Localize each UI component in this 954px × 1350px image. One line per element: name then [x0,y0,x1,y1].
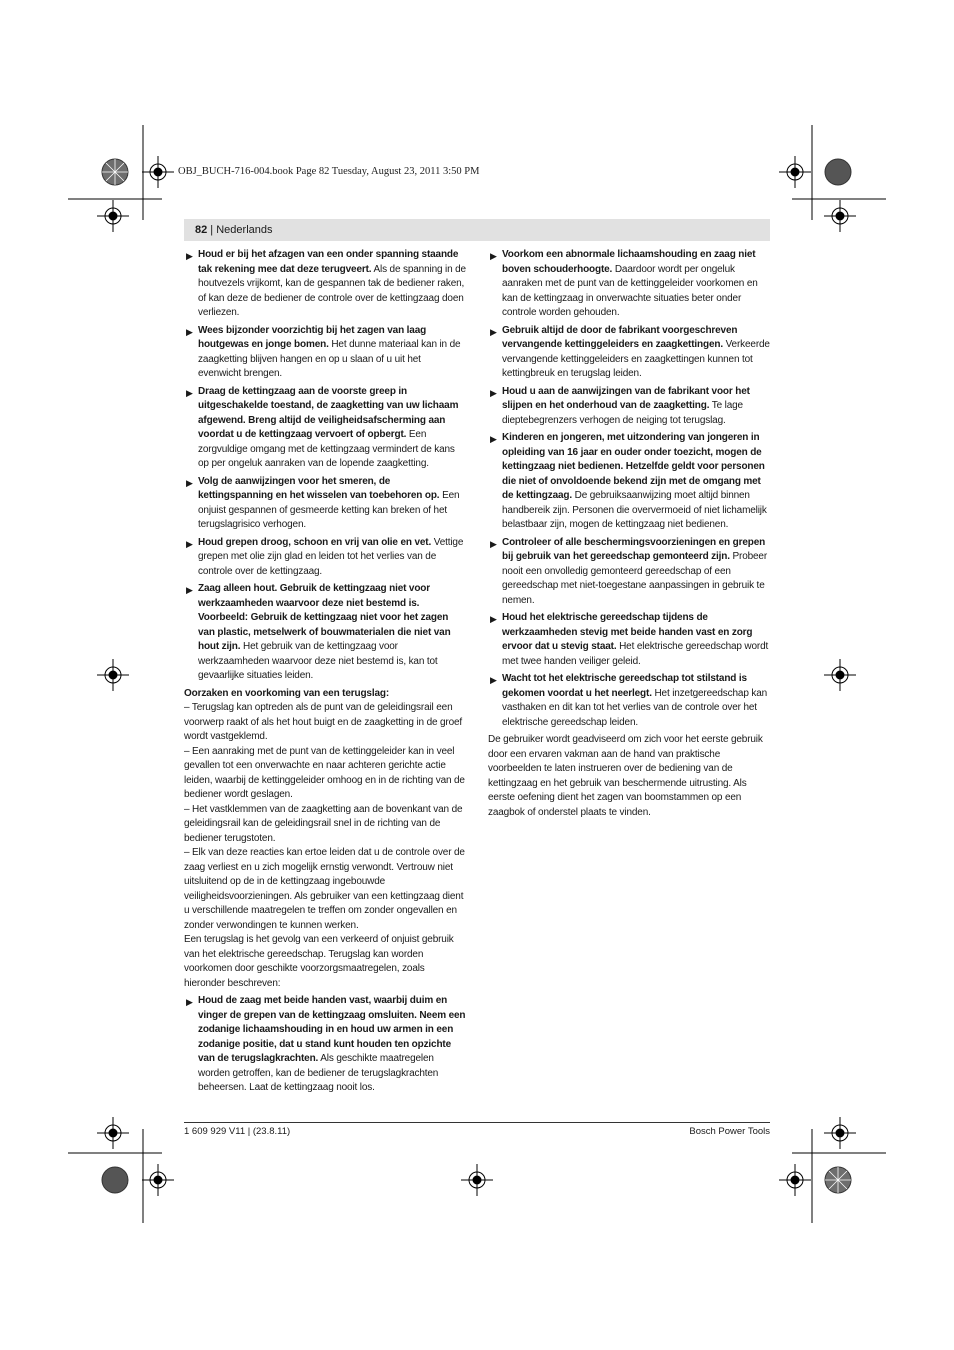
bullet-bold-text: Kinderen en jongeren, met uitzondering van jongeren in opleiding van 16 jaar en ouder onder toezicht, mogen de kettingzaag niet bedienen. Hetzelfde geldt voor personen die niet of onvoldoende bekend zijn met de omgang met de kettingzaag. [502,432,765,501]
bullet-item [488,324,770,382]
right-bullet-list [488,248,770,730]
footer-doc-number: 1 609 929 V11 | (23.8.11) [184,1126,291,1137]
bullet-arrow-icon: ▶ [186,387,193,398]
print-info-line: OBJ_BUCH-716-004.book Page 82 Tuesday, August 23, 2011 3:50 PM [178,166,480,177]
kickback-paragraph: – Het vastklemmen van de zaagketting aan de bovenkant van de geleidingsrail kan de geleidingsrail snel in de richting van de bediener terugstoten. [184,803,463,844]
bullet-item [184,248,466,321]
bullet-item [488,248,770,321]
bullet-arrow-icon: ▶ [186,251,193,261]
bullet-body-text: De gebruiksaanwijzing moet altijd binnen handbereik zijn. Personen die oververmoeid of niet lichamelijk belastbaar zijn, mogen de kettingzaag niet bedienen. [502,490,767,530]
closing-paragraph: De gebruiker wordt geadviseerd om zich voor het eerste gebruik door een ervaren vakman aan de hand van praktische voorbeelden te laten instrueren over de bediening van de kettingzaag en het gebruik van beschermende uitrusting. Als eerste oefening dient het zagen van boomstammen op een zaagbok of onderstel plaats te vinden. [488,734,763,818]
bullet-bold-text: Draag de kettingzaag aan de voorste greep in uitgeschakelde toestand, de zaagketting van uw lichaam afgewend. Breng altijd de veiligheidsafscherming aan voordat u de kettingzaag vervoert of opbergt. [198,385,459,440]
bullet-arrow-icon: ▶ [186,997,193,1007]
right-column [488,248,770,820]
bullet-item [184,536,466,580]
bullet-arrow-icon: ▶ [490,326,497,337]
bullet-bold-text: Wees bijzonder voorzichtig bij het zagen van laag houtgewas en jonge bomen. [198,324,427,350]
bullet-body-text: Het dunne materiaal kan in de zaagketting blijven hangen en op u slaan of u uit het evenwicht brengen. [198,339,461,379]
bullet-bold-text: Controleer of alle beschermingsvoorzieningen en grepen bij gebruik van het gereedschap gemonteerd zijn. [502,536,766,562]
bullet-arrow-icon: ▶ [490,251,497,261]
bullet-body-text: Een onjuist gespannen of gesmeerde ketting kan breken of het terugslagrisico verhogen. [198,490,460,530]
bullet-body-text: Te lage dieptebegrenzers verhogen de neiging tot terugslag. [502,400,743,426]
bullet-bold-text: Volg de aanwijzingen voor het smeren, de kettingspanning en het wisselen van toebehoren op. [198,475,440,501]
kickback-paragraph: Een terugslag is het gevolg van een verkeerd of onjuist gebruik van het elektrische gereedschap. Terugslag kan worden voorkomen door geschikte voorzorgsmaatregelen, zoals hieronder beschreven: [184,934,454,989]
kickback-paragraph: – Terugslag kan optreden als de punt van de geleidingsrail een voorwerp raakt of als het hout buigt en de zaagketting in de groef wordt vastgeklemd. [184,702,463,742]
bullet-arrow-icon: ▶ [490,675,497,685]
bullet-item [488,431,770,533]
bullet-item [488,672,770,730]
bullet-item [184,385,466,472]
bullet-arrow-icon: ▶ [186,538,193,549]
bullet-body-text: Het inzetgereedschap kan vasthaken en dit kan tot het verlies van de controle over het elektrische gereedschap leiden. [502,687,768,728]
bullet-body-text: Daardoor wordt per ongeluk aanraken met de punt van de kettinggeleider voorkomen en kan de kettingzaag in onverwachte situaties beter onder controle worden gehouden. [502,263,758,318]
kickback-heading: Oorzaken en voorkoming van een terugslag: [184,687,390,699]
bullet-body-text: Als de spanning in de houtvezels vrijkomt, kan de gespannen tak de bediener raken, of kan deze de bediener de controle over de kettingzaag doen verliezen. [198,263,466,318]
bullet-body-text: Als geschikte maatregelen worden getroffen, kan de bediener de terugslagkrachten beheersen. Laat de kettingzaag nooit los. [198,1053,439,1093]
bullet-arrow-icon: ▶ [490,538,497,549]
bullet-bold-text: Gebruik altijd de door de fabrikant voorgeschreven vervangende kettinggeleiders en zaagkettingen. [502,324,738,350]
bullet-body-text: Het elektrische gereedschap wordt met twee handen veiliger geleid. [502,641,769,667]
bullet-arrow-icon: ▶ [490,434,497,444]
page-number: 82 [195,224,208,236]
left-end-bullet-list [184,994,466,1096]
bullet-bold-text: Houd de zaag met beide handen vast, waarbij duim en vinger de grepen van de kettingzaag omsluiten. Neem een zodanige lichaamshouding in en houd uw armen in een zodanige positie, dat u stand kunt houden ten opzichte van de terugslagkrachten. [198,995,466,1064]
bullet-body-text: Een zorgvuldige omgang met de kettingzaag vermindert de kans op per ongeluk aanraken van de lopende zaagketting. [198,429,455,469]
bullet-item [488,611,770,669]
header-language: Nederlands [216,224,273,236]
bullet-bold-text: Wacht tot het elektrische gereedschap tot stilstand is gekomen voordat u het neerlegt. [502,673,747,699]
footer-brand: Bosch Power Tools [689,1126,770,1137]
bullet-body-text: Verkeerde vervangende kettinggeleiders en zaagkettingen kunnen tot kettingbreuk en terugslag leiden. [502,339,770,379]
kickback-paragraph: – Een aanraking met de punt van de kettinggeleider kan in veel gevallen tot een onverwachte en naar achteren gerichte actie leiden, waarbij de kettinggeleider omhoog en in de richting van de bediener wordt geslagen. [184,745,465,800]
bullet-bold-text: Houd er bij het afzagen van een onder spanning staande tak rekening mee dat deze terugveert. [198,249,459,275]
bullet-arrow-icon: ▶ [490,387,497,398]
bullet-item [184,475,466,533]
kickback-paragraph: – Elk van deze reacties kan ertoe leiden dat u de controle over de zaag verliest en u zich mogelijk ernstig verwondt. Vertrouw niet uitsluitend op de in de kettingzaag ingebouwde veiligheidsvoorzieningen. Als gebruiker van een kettingzaag dient u verschillende maatregelen te treffen om zonder ongevallen en zonder verwondingen te kunnen werken. [184,847,465,931]
bullet-item [184,582,466,684]
bullet-arrow-icon: ▶ [186,477,193,488]
bullet-arrow-icon: ▶ [490,614,497,624]
bullet-item [488,536,770,609]
bullet-bold-text: Houd grepen droog, schoon en vrij van olie en vet. [198,536,432,548]
bullet-item [488,385,770,429]
bullet-body-text: Vettige grepen met olie zijn glad en leiden tot het verlies van de controle over de kettingzaag. [198,536,464,577]
header-separator: | [207,224,217,236]
bullet-bold-text: Voorkom een abnormale lichaamshouding en zaag niet boven schouderhoogte. [502,249,756,275]
bullet-bold-text: Houd het elektrische gereedschap tijdens de werkzaamheden stevig met beide handen vast en zorg ervoor dat u stevig staat. [502,612,753,652]
kickback-paragraphs [184,701,466,991]
bullet-arrow-icon: ▶ [186,585,193,595]
page-header [184,219,770,241]
bullet-bold-text: Houd u aan de aanwijzingen van de fabrikant voor het slijpen en het onderhoud van de zaagketting. [502,385,750,411]
left-column [184,248,466,1099]
bullet-body-text: Het gebruik van de kettingzaag voor werkzaamheden waarvoor deze niet bestemd is, kan tot gevaarlijke situaties leiden. [198,641,438,681]
bullet-bold-text: Zaag alleen hout. Gebruik de kettingzaag niet voor werkzaamheden waarvoor deze niet bestemd is. Voorbeeld: Gebruik de kettingzaag niet voor het zagen van plastic, metselwerk of bouwmaterialen die niet van hout zijn. [198,583,451,652]
footer-rule [184,1122,770,1123]
bullet-item [184,324,466,382]
bullet-arrow-icon: ▶ [186,326,193,337]
bullet-body-text: Probeer nooit een onvolledig gemonteerd gereedschap of een gereedschap met niet-toegestane aanpassingen in gebruik te nemen. [502,551,768,606]
left-bullet-list [184,248,466,684]
bullet-item [184,994,466,1096]
